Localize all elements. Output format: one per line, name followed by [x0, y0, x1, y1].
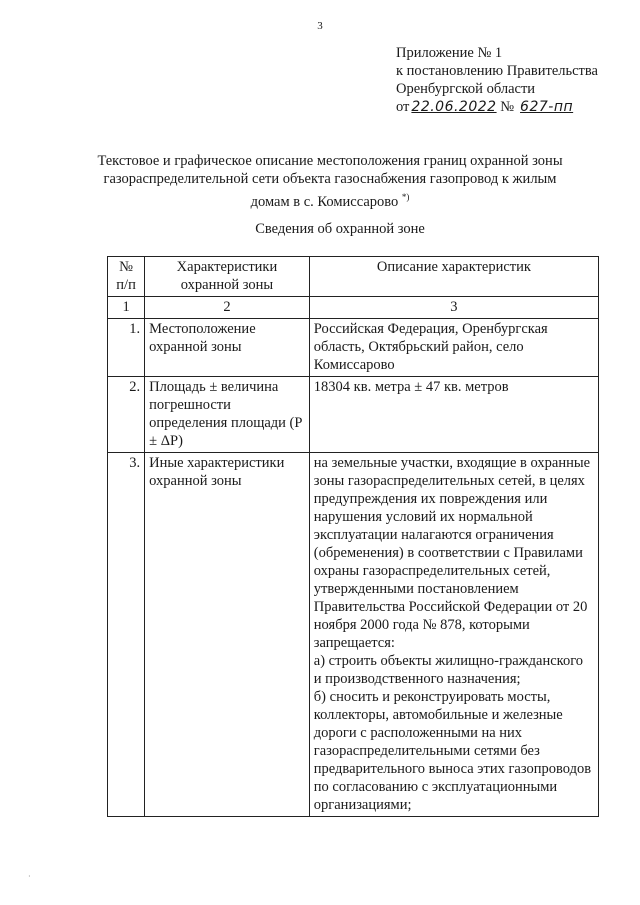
- column-number-1: 1: [108, 297, 145, 319]
- table-row: [108, 319, 599, 377]
- document-title-text: Текстовое и графическое описание местоположения границ охранной зоны газораспределительной сети объекта газоснабжения газопровод к жилым домам в с. Комиссарово: [97, 153, 563, 210]
- column-number-2: 2: [145, 297, 310, 319]
- scan-dot: ·: [28, 872, 31, 881]
- date-prefix: от: [396, 99, 410, 115]
- appendix-date-line: [396, 98, 598, 116]
- table-row: [108, 453, 599, 817]
- appendix-line-1: Приложение № 1: [396, 45, 503, 61]
- header-num: № п/п: [108, 257, 145, 297]
- column-number-row: [108, 297, 599, 319]
- row-description: Российская Федерация, Оренбургская область, Октябрьский район, село Комиссарово: [309, 319, 598, 377]
- footnote-mark: *): [401, 192, 410, 202]
- handwritten-date: 22.06.2022: [411, 99, 497, 115]
- row-description: на земельные участки, входящие в охранные зоны газораспределительных сетей, в целях предупреждения их повреждения или нарушения условий их нормальной эксплуатации налагаются ограничения (обременения) в соответствии с Правилами охраны газораспределительных сетей, утвержденными постановлением Правительства Российской Федерации от 20 ноября 2000 года № 878, которыми запрещается: а) строить объекты жилищно-гражданского и производственного назначения; б) сносить и реконструировать мосты, коллекторы, автомобильные и железные дороги с расположенными на них газораспределительными сетями без предварительного выноса этих газопроводов по согласованию с эксплуатационными организациями;: [309, 453, 598, 817]
- column-number-3: 3: [309, 297, 598, 319]
- protected-zone-table: [107, 256, 599, 817]
- row-characteristic: Иные характеристики охранной зоны: [145, 453, 310, 817]
- row-num: 2.: [108, 377, 145, 453]
- handwritten-number: 627-пп: [520, 99, 574, 115]
- header-description: Описание характеристик: [309, 257, 598, 297]
- page-number: 3: [317, 20, 323, 32]
- header-characteristic: Характеристики охранной зоны: [145, 257, 310, 297]
- section-title: Сведения об охранной зоне: [255, 221, 425, 237]
- row-characteristic: Местоположение охранной зоны: [145, 319, 310, 377]
- appendix-line-3: Оренбургской области: [396, 81, 536, 97]
- table-row: [108, 377, 599, 453]
- number-prefix: №: [500, 99, 515, 115]
- row-num: 1.: [108, 319, 145, 377]
- table-header-row: [108, 257, 599, 297]
- document-title: [90, 152, 570, 211]
- row-characteristic: Площадь ± величина погрешности определения площади (P ± ΔP): [145, 377, 310, 453]
- row-num: 3.: [108, 453, 145, 817]
- appendix-line-2: к постановлению Правительства: [396, 63, 598, 79]
- appendix-block: [396, 44, 598, 116]
- row-description: 18304 кв. метра ± 47 кв. метров: [309, 377, 598, 453]
